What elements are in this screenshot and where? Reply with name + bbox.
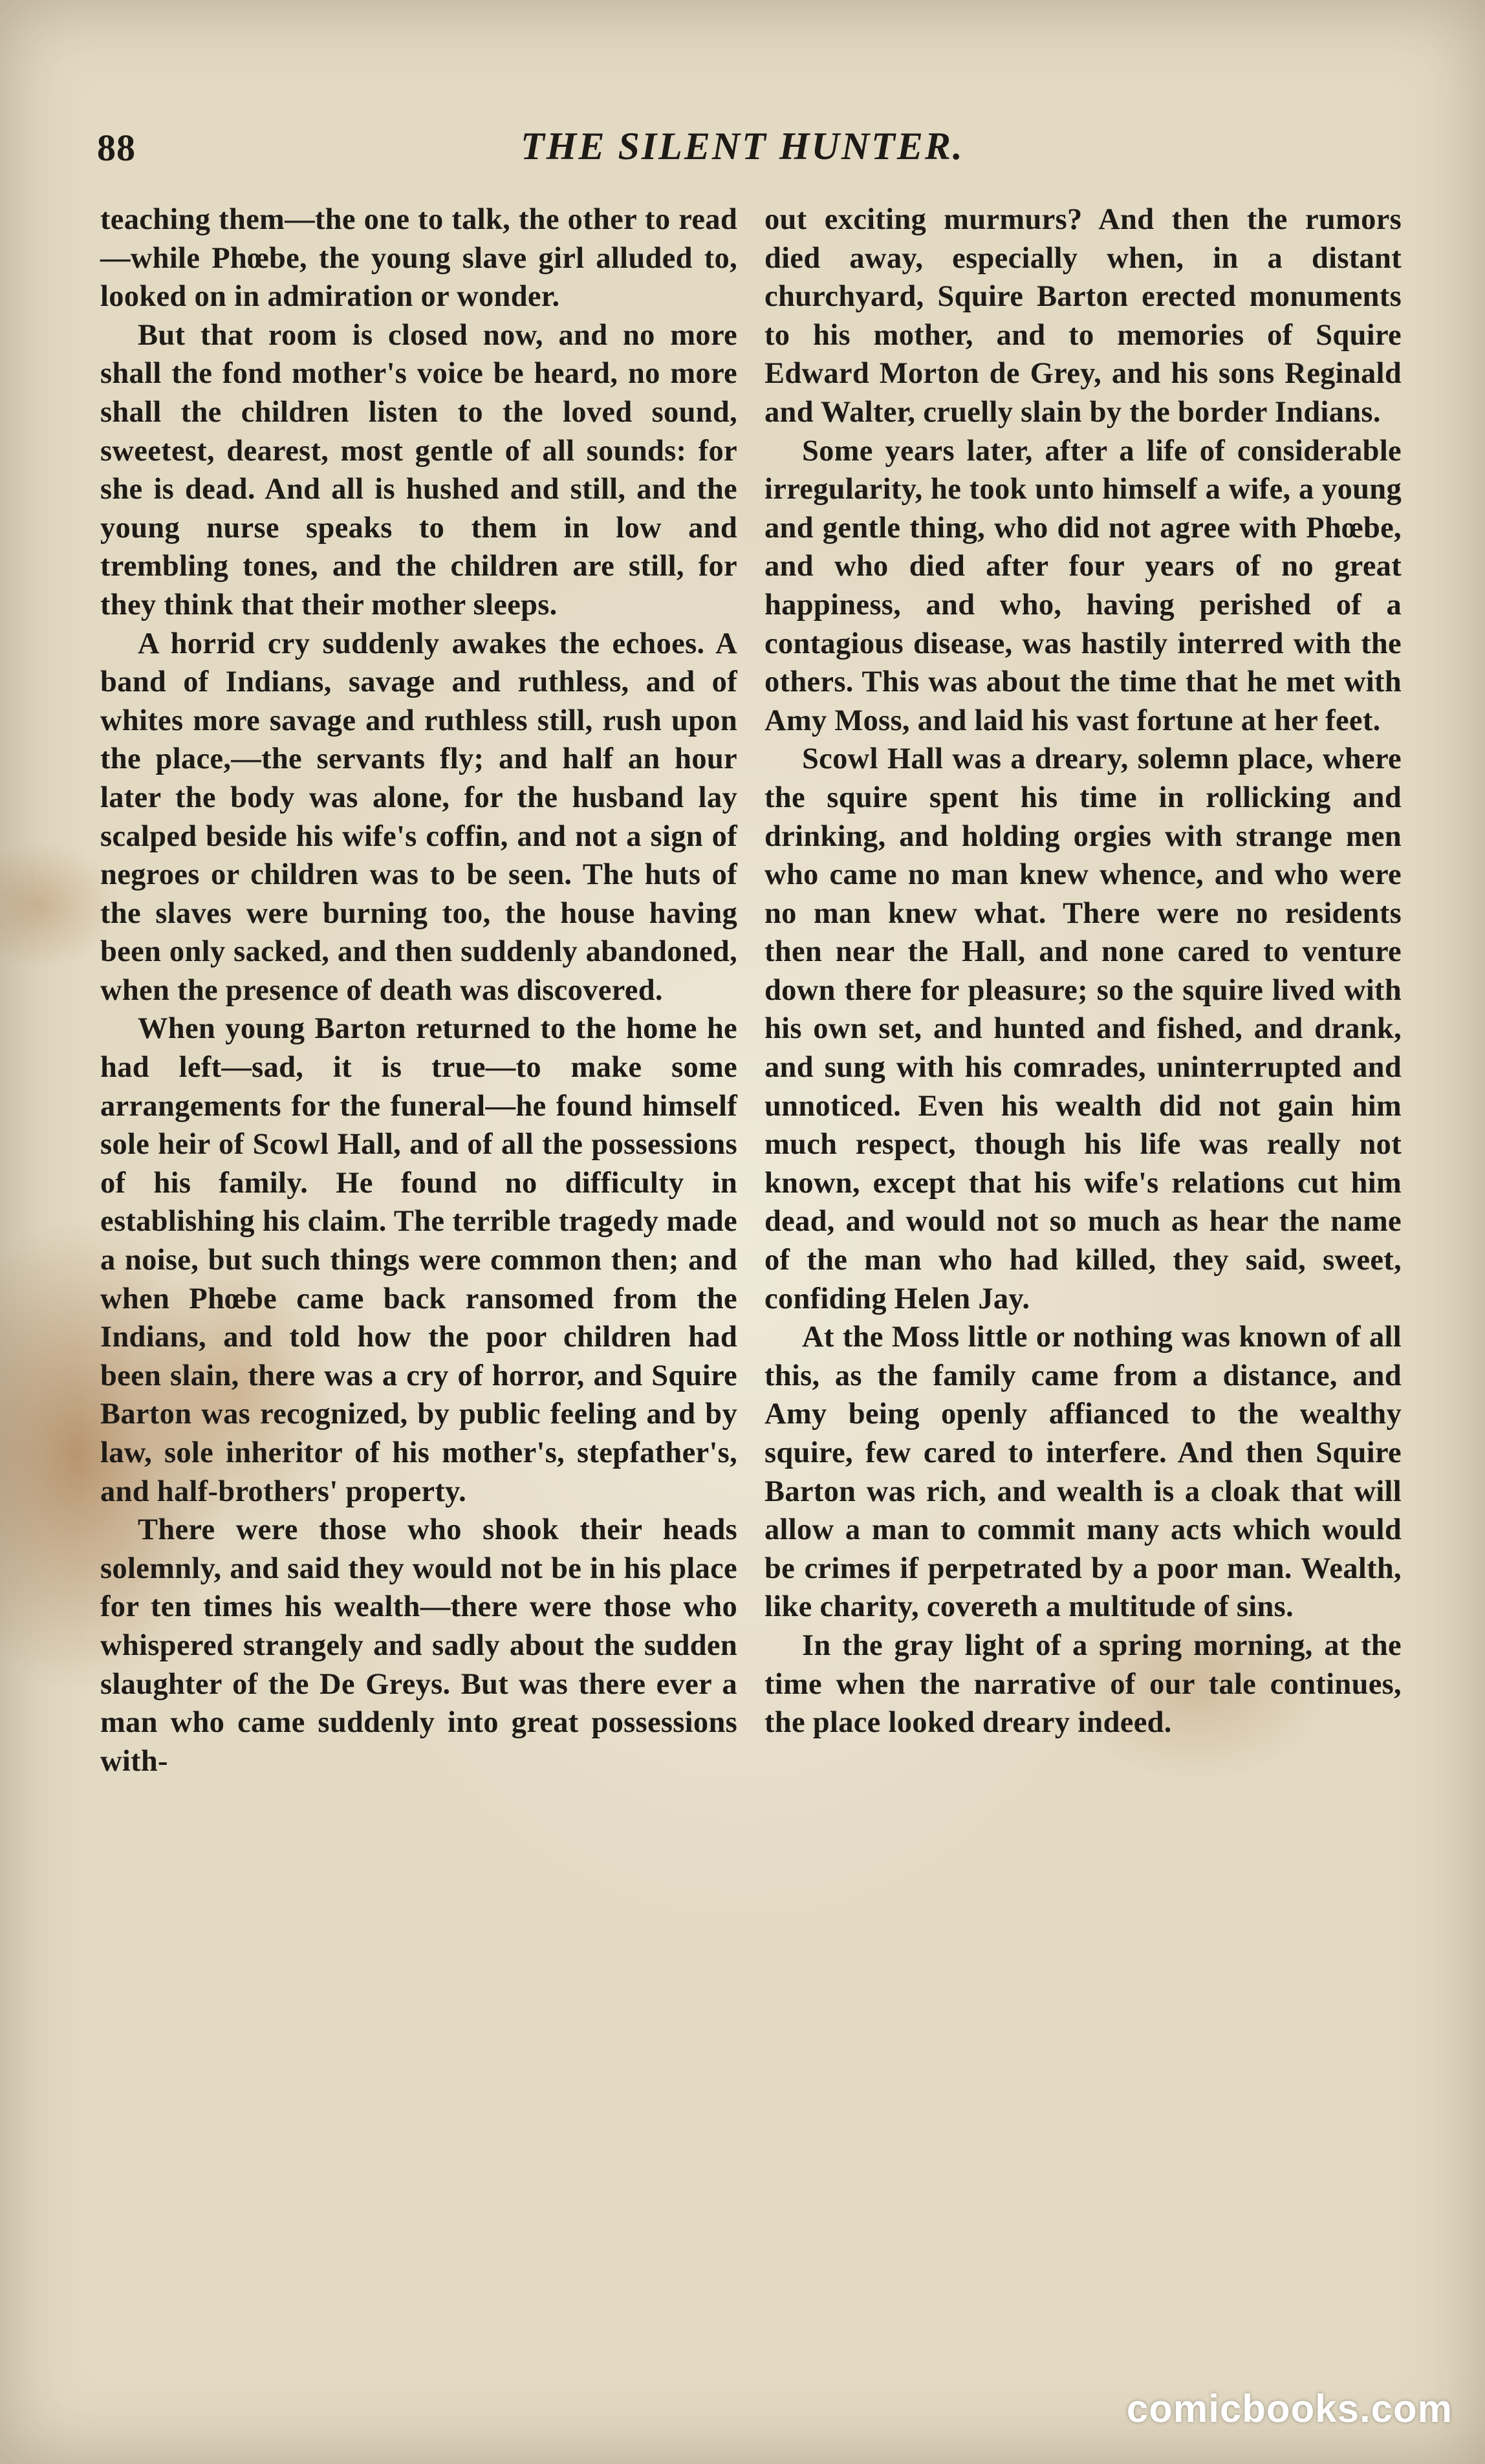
- paragraph: Some years later, after a life of considerable irregularity, he took unto himself a wife, a young and gentle thing, who did not agree with Phœbe, and who died after four years of no great happiness, and who, having perished of a contagious disease, was hastily interred with the others. This was about the time that he met with Amy Moss, and laid his vast fortune at her feet.: [764, 434, 1402, 737]
- paragraph: out exciting murmurs? And then the rumors died away, especially when, in a distant churchyard, Squire Barton erected monuments to his mother, and to memories of Squire Edward Morton de Grey, and his sons Reginald and Walter, cruelly slain by the border Indians.: [764, 203, 1402, 429]
- paragraph: At the Moss little or nothing was known of all this, as the family came from a distance, and Amy being openly affianced to the wealthy squire, few cared to interfere. And then Squire Barton was rich, and wealth is a cloak that will allow a man to commit many acts which would be crimes if perpetrated by a poor man. Wealth, like charity, covereth a multitude of sins.: [764, 1321, 1402, 1624]
- paragraph: teaching them—the one to talk, the other to read—while Phœbe, the young slave girl alluded to, looked on in admiration or wonder.: [100, 203, 737, 314]
- right-column: [764, 200, 1402, 1742]
- running-title: THE SILENT HUNTER.: [521, 125, 964, 168]
- paragraph: When young Barton returned to the home he had left—sad, it is true—to make some arrangements for the funeral—he found himself sole heir of Scowl Hall, and of all the possessions of his family. He found no difficulty in establishing his claim. The terrible tragedy made a noise, but such things were common then; and when Phœbe came back ransomed from the Indians, and told how the poor children had been slain, there was a cry of horror, and Squire Barton was recognized, by public feeling and by law, sole inheritor of his mother's, stepfather's, and half-brothers' property.: [100, 1012, 737, 1508]
- paragraph: A horrid cry suddenly awakes the echoes. A band of Indians, savage and ruthless, and of whites more savage and ruthless still, rush upon the place,—the servants fly; and half an hour later the body was alone, for the husband lay scalped beside his wife's coffin, and not a sign of negroes or children was to be seen. The huts of the slaves were burning too, the house having been only sacked, and then suddenly abandoned, when the presence of death was discovered.: [100, 627, 737, 1007]
- page-number: 88: [97, 127, 136, 169]
- left-column: [100, 200, 737, 1780]
- paragraph: But that room is closed now, and no more shall the fond mother's voice be heard, no more shall the children listen to the loved sound, sweetest, dearest, most gentle of all sounds: for she is dead. And all is hushed and still, and the young nurse speaks to them in low and trembling tones, and the children are still, for they think that their mother sleeps.: [100, 318, 737, 621]
- watermark: comicbooks.com: [1126, 2387, 1453, 2430]
- paragraph: Scowl Hall was a dreary, solemn place, where the squire spent his time in rollicking and drinking, and holding orgies with strange men who came no man knew whence, and who were no man knew what. There were no residents then near the Hall, and none cared to venture down there for pleasure; so the squire lived with his own set, and hunted and fished, and drank, and sung with his comrades, uninterrupted and unnoticed. Even his wealth did not gain him much respect, though his life was really not known, except that his wife's relations cut him dead, and would not so much as hear the name of the man who had killed, they said, sweet, confiding Helen Jay.: [764, 742, 1402, 1315]
- paragraph: There were those who shook their heads solemnly, and said they would not be in his place for ten times his wealth—there were those who whispered strangely and sadly about the sudden slaughter of the De Greys. But was there ever a man who came suddenly into great possessions with-: [100, 1513, 737, 1778]
- paragraph: In the gray light of a spring morning, at the time when the narrative of our tale continues, the place looked dreary indeed.: [764, 1628, 1402, 1740]
